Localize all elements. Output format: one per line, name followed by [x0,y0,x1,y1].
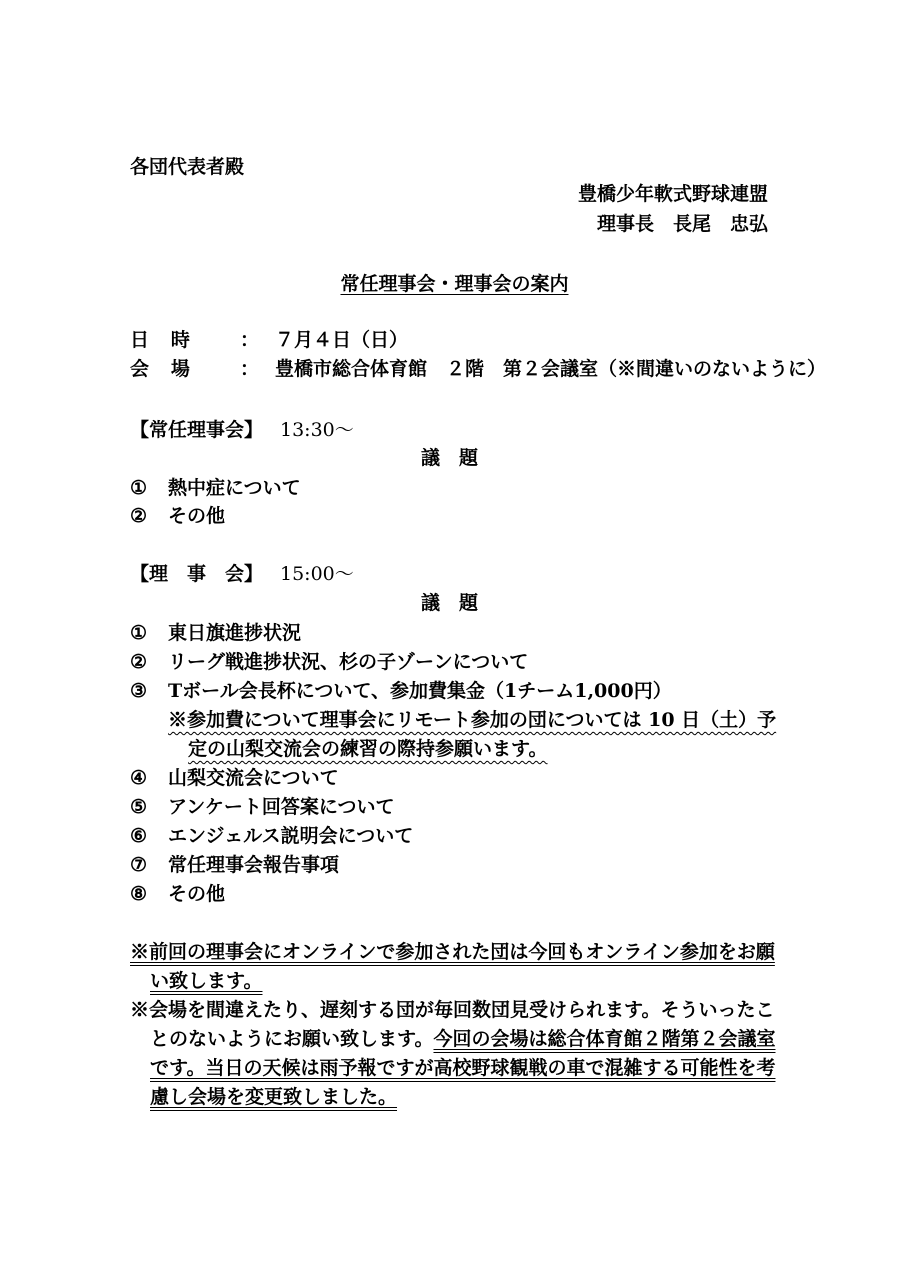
detail-date [130,328,408,352]
sender-person: 理事長 長尾 忠弘 [596,213,768,235]
note-text: です。当日の天候は雨予報ですが高校野球観戦の車で混雑する可能性を考 [150,1057,776,1079]
note-1-line2 [150,969,262,993]
section-time: 15:00～ [280,563,354,585]
item-text: 東日旗進捗状況 [168,622,302,644]
list-item [130,476,301,500]
detail-label: 会 場 [130,358,198,380]
section-label: 【常任理事会】 [130,419,264,441]
note-text: とのないようにお願い致します。 [150,1028,434,1050]
detail-sep: ： [240,329,260,351]
detail-sep: ： [240,358,260,380]
item-text: Tボール会長杯について、参加費集金（1チーム1,000円） [168,680,672,702]
item-number: ② [130,651,148,673]
list-item [130,621,301,645]
list-item [130,795,394,819]
item-text: 熱中症について [168,477,301,499]
note-text: い致します。 [150,970,263,992]
note-text: ※参加費について理事会にリモート参加の団については 10 日（土）予 [168,709,777,731]
detail-value: 豊橋市総合体育館 ２階 第２会議室（※間違いのないように） [275,358,827,380]
list-item [130,766,339,790]
item-text: その他 [168,883,226,905]
item-text: エンジェルス説明会について [168,825,414,847]
list-item [130,650,528,674]
detail-venue [130,357,826,381]
item-text: 常任理事会報告事項 [168,854,340,876]
section-time: 13:30～ [280,419,354,441]
item-number: ⑦ [130,854,148,876]
list-item [130,882,225,906]
list-item [130,504,225,528]
note-2-line3 [150,1056,775,1080]
sender-org: 豊橋少年軟式野球連盟 [577,183,768,205]
item-text: その他 [168,505,226,527]
detail-value: ７月４日（日） [275,329,409,351]
item-number: ⑤ [130,796,148,818]
board-note-line2 [188,737,547,761]
title-text: 常任理事会・理事会の案内 [340,273,569,295]
list-item [130,853,339,877]
board-heading [130,562,354,586]
item-text: リーグ戦進捗状況、杉の子ゾーンについて [168,651,529,673]
note-2-line4 [150,1085,397,1109]
note-text: ※会場を間違えたり、遅刻する団が毎回数団見受けられます。そういったこ [130,999,775,1021]
item-number: ④ [130,767,148,789]
note-2-line1 [130,998,774,1022]
item-text: 山梨交流会について [168,767,339,789]
standing-heading [130,418,354,442]
item-number: ① [130,622,148,644]
section-label: 【理 事 会】 [130,563,264,585]
item-number: ① [130,477,148,499]
addressee: 各団代表者殿 [130,156,245,178]
note-1-line1 [130,940,775,964]
list-item [130,824,413,848]
note-text: ※前回の理事会にオンラインで参加された団は今回もオンライン参加をお願 [130,941,775,963]
item-number: ② [130,505,148,527]
board-agenda-title: 議 題 [420,592,478,614]
list-item [130,679,672,703]
note-venue-emphasis: 今回の会場は総合体育館２階第２会議室 [433,1028,776,1050]
board-note-line1 [168,708,776,732]
standing-agenda-title: 議 題 [420,447,478,469]
detail-label: 日 時 [130,329,198,351]
item-number: ③ [130,680,148,702]
note-text: 定の山梨交流会の練習の際持参願います。 [188,738,548,760]
item-number: ⑥ [130,825,148,847]
note-2-line2 [150,1027,776,1051]
note-text: 慮し会場を変更致しました。 [150,1086,398,1108]
item-text: アンケート回答案について [168,796,395,818]
item-number: ⑧ [130,883,148,905]
page-title [0,272,909,296]
